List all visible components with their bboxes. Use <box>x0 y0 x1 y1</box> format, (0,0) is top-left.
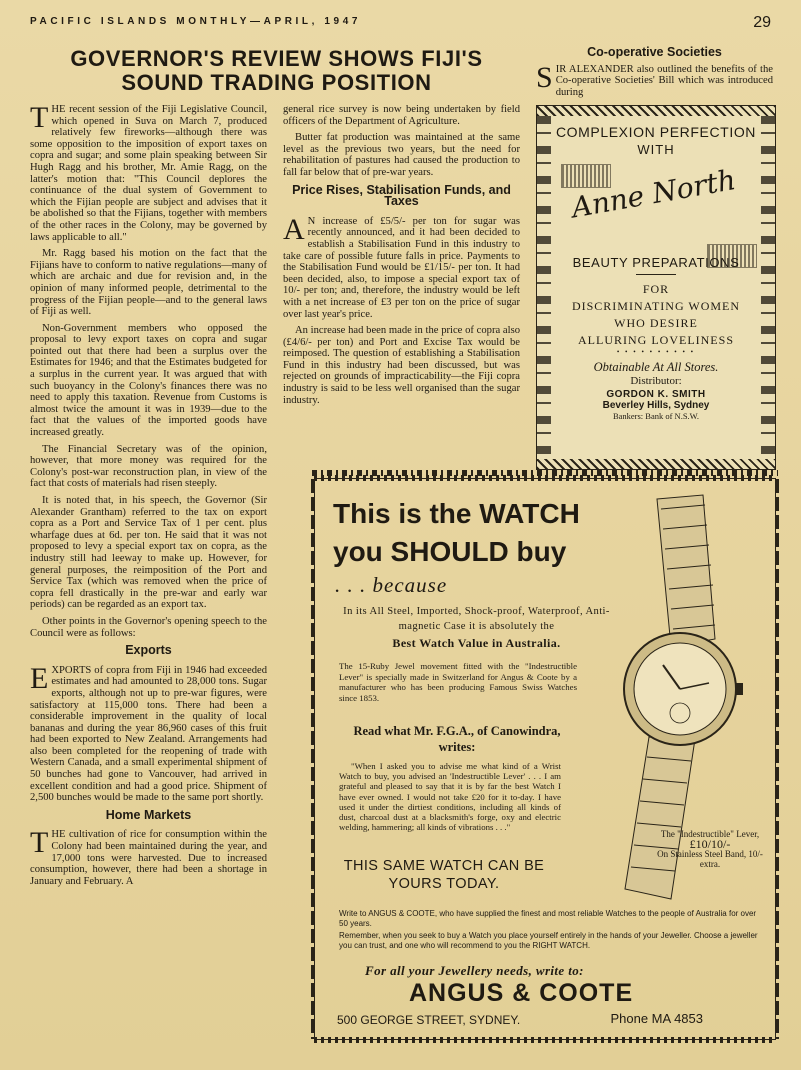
ad-subheadline: WITH <box>637 142 675 157</box>
paragraph: Non-Government members who opposed the proposal to levy export taxes on copra and sugar pointed out that there had been a surplus over the Estimates for 1946; and that the Estimates budgeted for a surplus in the current year. It was argued that with such buoyancy in the Colony's finances there was no need to apply this taxation. Revenue from Customs is almost twice the amount it was in 1939—due to the fact that the values of the imported goods have increased greatly. <box>30 322 267 439</box>
price-label: The "Indestructible" Lever, <box>660 829 760 839</box>
paragraph: general rice survey is now being undertaken by field officers of the Department of Agriculture. <box>283 104 520 127</box>
ad-distributor-location: Beverley Hills, Sydney <box>602 400 710 411</box>
watch-advertisement <box>314 478 776 1040</box>
paragraph: THE cultivation of rice for consumption within the Colony had been maintained during the year, and 17,000 tons were harvested. Due to increased consumption, however, there had been a shortage in January and February. A <box>30 826 267 887</box>
ad-tagline: DISCRIMINATING WOMEN <box>571 299 741 313</box>
ornamental-border <box>314 1037 776 1043</box>
ornamental-border <box>314 475 776 481</box>
paragraph: SIR ALEXANDER also outlined the benefits of the Co-operative Societies' Bill which was introduced during <box>536 60 773 98</box>
ad-feature-text: In its All Steel, Imported, Shock-proof, Waterproof, Anti-magnetic Case it is absolutely the Best Watch Value in Australia. <box>339 604 614 651</box>
drop-cap: T <box>30 826 49 860</box>
ad-distributor-name: GORDON K. SMITH <box>606 389 706 400</box>
ad-movement-text: The 15-Ruby Jewel movement fitted with the "Indestructible Lever" is specially made in Switzerland for Angus & Coote by a manufacturer who has been producing Famous Swiss Watches since 1853. <box>339 661 577 703</box>
ornamental-border <box>775 479 779 1039</box>
complexion-advertisement <box>536 105 776 470</box>
drop-cap: E <box>30 661 49 695</box>
ad-testimonial-heading: Read what Mr. F.G.A., of Canowindra, writes: <box>353 724 561 754</box>
ad-tagline: FOR <box>642 282 670 296</box>
divider <box>636 274 676 275</box>
ad-write-text: Write to ANGUS & COOTE, who have supplied the finest and most reliable Watches to the people of Australia for over 50 years. <box>339 909 757 928</box>
ad-availability: Obtainable At All Stores. <box>593 360 719 374</box>
ad-call-to-action: THIS SAME WATCH CAN BE YOURS TODAY. <box>343 858 545 892</box>
ornamental-border <box>537 459 775 469</box>
ad-phone: Phone MA 4853 <box>610 1011 703 1026</box>
paragraph: Other points in the Governor's opening speech to the Council were as follows: <box>30 615 267 639</box>
drop-cap: T <box>30 101 49 134</box>
ad-remember-text: Remember, when you seek to buy a Watch you place yourself entirely in the hands of your Jeweller. Choose a jeweller you can trust, and one who will recommend to you the RIGHT WATCH. <box>339 931 758 950</box>
ornamental-border <box>537 106 775 116</box>
ad-price-block <box>655 829 765 869</box>
paragraph: An increase had been made in the price of copra also (£4/6/- per ton) and Port and Excise Tax would be reimposed. The question of establishing a Stabilisation Fund in this industry had been discussed, but was rejected on grounds of impracticability—the Fiji copra industry is said to be less well organised than the sugar industry. <box>283 325 520 406</box>
page-number: 29 <box>753 14 771 31</box>
paragraph: EXPORTS of copra from Fiji in 1946 had exceeded estimates and had amounted to 28,000 tons. Sugar exports, although not up to pre-war figures, were satisfactory at 115,000 tons. There had been a considerable improvement in the quality of local bananas and during the year 86,960 cases of this fruit had been exported to New Zealand. Arrangements had also been completed for the reopening of trade with Western Canada, and a small experimental shipment of 50 bunches had gone to Vancouver, had arrived in excellent condition and had a good price. Shipment of 2,500 bunches would be made to the same port shortly. <box>30 661 267 804</box>
paragraph: A N increase of £5/5/- per ton for sugar was recently announced, and it had been decided to establish a Stabilisation Fund in this industry to take care of possible future falls in price. Payments to the Stabilisation Fund would be £1/15/- per ton. It had been decided, also, to impose a special export tax of 10/- per ton; and, therefore, the industry would be left with a net increase of £3 per ton on the price of sugar over last year's price. <box>283 212 520 320</box>
price-amount: £10/10/- <box>689 837 731 851</box>
ornamental-border <box>761 116 775 459</box>
ad-headline: COMPLEXION PERFECTION <box>555 124 757 140</box>
page-header <box>30 14 771 34</box>
ad-brand-name: ANGUS & COOTE <box>409 979 634 1007</box>
section-heading-exports: Exports <box>125 643 172 658</box>
drop-cap: S <box>536 60 553 94</box>
article-column-1 <box>30 101 267 892</box>
cooperative-societies-section <box>536 47 773 98</box>
dotted-divider: • • • • • • • • • • <box>616 348 696 356</box>
ad-testimonial: "When I asked you to advise me what kind of a Wrist Watch to buy, you advised an 'Indestructible Lever' . . . I am grateful and pleased to say that it is by far the best Watch I have ever owned. I would not take £20 for it to-day. I have used it under the dirtiest conditions, including all kinds of dust, charcoal dust at a blacksmith's forge, oxy and electric welding, hammering; all kinds of vibrations . . ." <box>339 761 561 833</box>
running-head: PACIFIC ISLANDS MONTHLY—APRIL, 1947 <box>30 16 362 27</box>
ad-address: 500 GEORGE STREET, SYDNEY. <box>337 1013 521 1027</box>
ornamental-border <box>537 116 551 459</box>
section-heading-home-markets: Home Markets <box>105 807 192 822</box>
paragraph: THE recent session of the Fiji Legislative Council, which opened in Suva on March 7, produced relatively few fireworks—although there was some opposition to the imposition of export taxes on copra and sugar; and some plain speaking between Sir Hugh Ragg and his brother, Mr. Amie Ragg, on the latter's motion that: "This Council deplores the continuance of the dual system of Government to which the Fijian people are subject and advises that it be abolished so that the Fijians, together with members of the other races in the Colony, may be governed by laws applicable to all." <box>30 101 267 243</box>
article-column-2 <box>283 104 520 411</box>
ad-distributor-label: Distributor: <box>630 375 682 387</box>
ad-bankers: Bankers: Bank of N.S.W. <box>612 411 700 421</box>
ad-tagline: WHO DESIRE <box>614 316 698 330</box>
paragraph: Butter fat production was maintained at the same level as the previous two years, but the need for rehabilitation of pastures had caused the production to fall far below that of pre-war years. <box>283 132 520 178</box>
brand-signature: Anne North <box>569 163 739 225</box>
ad-tagline: ALLURING LOVELINESS <box>578 333 734 347</box>
drop-cap: A <box>283 212 305 246</box>
ad-jewellery-line: For all your Jewellery needs, write to: <box>365 963 584 978</box>
ad-because: . . . because <box>335 573 448 597</box>
ad-headline: This is the WATCH <box>333 498 580 529</box>
paragraph: Mr. Ragg based his motion on the fact that the Fijians have to conform to native regulations—many of which are archaic and due for revision and, in the opinion of many informed people, detrimental to the progress of the Fijian people—and to the general laws of Fiji as well. <box>30 248 267 318</box>
ornamental-border <box>311 479 315 1039</box>
section-heading-cooperative: Co-operative Societies <box>587 45 722 59</box>
paragraph: It is noted that, in his speech, the Governor (Sir Alexander Grantham) referred to the tax on export copra as a Port and Service Tax of 1 per cent. plus wharfage dues at 6d. per ton. He said that it was not proposed to levy a special export tax on copra, as the industry still had leeway to make up. However, for general purposes, the reimposition of the Port and Service Tax (which was removed when the price of copra fell drastically in the pre-war and early war periods) can be regarded as an export tax. <box>30 495 267 611</box>
ad-headline: you SHOULD buy <box>333 536 567 567</box>
paragraph: The Financial Secretary was of the opinion, however, that more money was required for the Colony's post-war reconstruction plan, in view of the fact that costs of materials had risen steeply. <box>30 443 267 490</box>
section-heading-price-rises: Price Rises, Stabilisation Funds, and Taxes <box>292 182 511 209</box>
ad-product-line: BEAUTY PREPARATIONS <box>572 255 740 270</box>
ad-value-claim: Best Watch Value in Australia. <box>392 636 561 650</box>
price-note: On Stainless Steel Band, 10/- extra. <box>657 849 763 869</box>
article-headline: GOVERNOR'S REVIEW SHOWS FIJI'S SOUND TRADING POSITION <box>70 46 483 95</box>
